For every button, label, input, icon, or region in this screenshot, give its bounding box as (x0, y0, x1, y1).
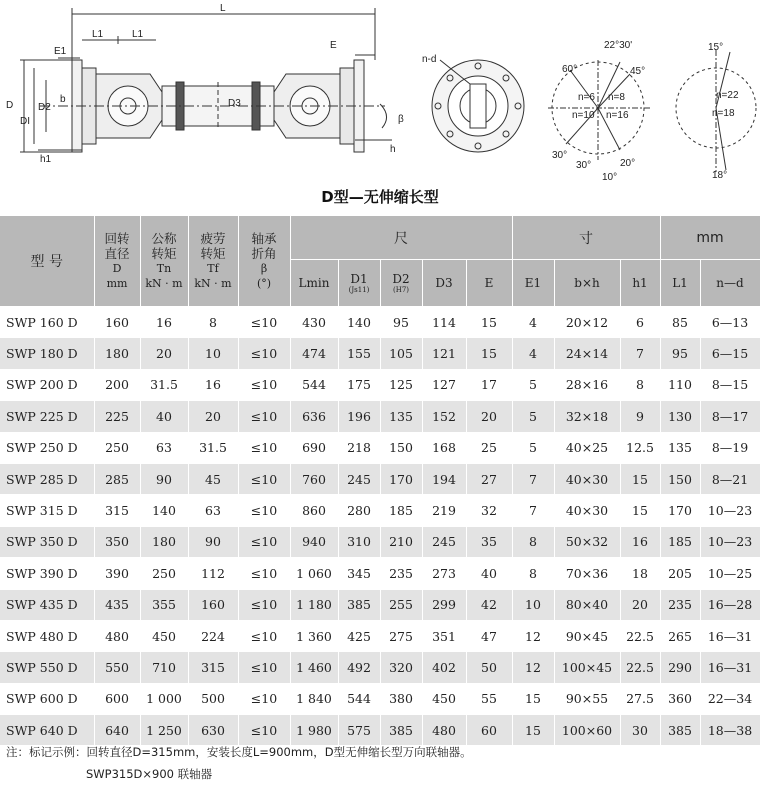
model-cell: SWP 600 D (0, 683, 94, 714)
value-cell: 1 060 (290, 558, 338, 589)
value-cell: 4 (512, 307, 554, 338)
value-cell: 1 000 (140, 683, 188, 714)
value-cell: 18—38 (700, 715, 760, 746)
value-cell: 385 (660, 715, 700, 746)
value-cell: 1 360 (290, 620, 338, 651)
value-cell: 245 (422, 526, 466, 557)
value-cell: 35 (466, 526, 512, 557)
value-cell: 27.5 (620, 683, 660, 714)
header-model: 型 号 (0, 216, 94, 307)
spec-table (0, 216, 760, 746)
label-h: h (390, 144, 396, 155)
value-cell: 1 180 (290, 589, 338, 620)
value-cell: 50 (466, 652, 512, 683)
value-cell: 12 (512, 620, 554, 651)
header-dim-3: D3 (422, 260, 466, 307)
header-dim-6: b×h (554, 260, 620, 307)
value-cell: 27 (466, 463, 512, 494)
value-cell: 20×12 (554, 307, 620, 338)
table-row (0, 715, 760, 746)
value-cell: 402 (422, 652, 466, 683)
value-cell: ≤10 (238, 620, 290, 651)
value-cell: 8 (512, 558, 554, 589)
header-dims-unit: mm (660, 216, 760, 260)
value-cell: 16—31 (700, 620, 760, 651)
model-cell: SWP 350 D (0, 526, 94, 557)
header-swing-diameter: 回转 直径 D mm (94, 216, 140, 307)
table-row (0, 432, 760, 463)
value-cell: ≤10 (238, 715, 290, 746)
value-cell: 127 (422, 369, 466, 400)
value-cell: 47 (466, 620, 512, 651)
label-h1: h1 (40, 154, 52, 165)
label-n10: n=10 (572, 110, 595, 121)
value-cell: 100×60 (554, 715, 620, 746)
value-cell: 32 (466, 495, 512, 526)
value-cell: 299 (422, 589, 466, 620)
note-line-1: 注：标记示例：回转直径D=315mm，安装长度L=900mm，D型无伸缩长型万向联轴器。 (6, 745, 472, 759)
table-row (0, 683, 760, 714)
value-cell: 90×45 (554, 620, 620, 651)
value-cell: 219 (422, 495, 466, 526)
value-cell: ≤10 (238, 558, 290, 589)
value-cell: 30 (620, 715, 660, 746)
value-cell: 690 (290, 432, 338, 463)
note-line-2: SWP315D×900 联轴器 (86, 767, 213, 781)
value-cell: 140 (338, 307, 380, 338)
value-cell: 425 (338, 620, 380, 651)
model-cell: SWP 550 D (0, 652, 94, 683)
value-cell: 16—28 (700, 589, 760, 620)
label-30-b: 30° (576, 160, 592, 171)
model-cell: SWP 250 D (0, 432, 94, 463)
value-cell: 18 (620, 558, 660, 589)
value-cell: 710 (140, 652, 188, 683)
value-cell: 210 (380, 526, 422, 557)
value-cell: 60 (466, 715, 512, 746)
value-cell: 95 (380, 307, 422, 338)
value-cell: 45 (188, 463, 238, 494)
value-cell: 50×32 (554, 526, 620, 557)
value-cell: 500 (188, 683, 238, 714)
value-cell: 160 (94, 307, 140, 338)
value-cell: 90 (140, 463, 188, 494)
value-cell: ≤10 (238, 307, 290, 338)
value-cell: 6 (620, 307, 660, 338)
label-30-a: 30° (552, 150, 568, 161)
label-n-d: n-d (422, 54, 437, 65)
header-dims-cun: 寸 (512, 216, 660, 260)
value-cell: 22.5 (620, 620, 660, 651)
value-cell: 105 (380, 338, 422, 369)
value-cell: 10—23 (700, 495, 760, 526)
value-cell: 8—19 (700, 432, 760, 463)
model-cell: SWP 160 D (0, 307, 94, 338)
value-cell: 15 (620, 495, 660, 526)
label-20: 20° (620, 158, 636, 169)
value-cell: 16 (188, 369, 238, 400)
table-row (0, 338, 760, 369)
value-cell: 640 (94, 715, 140, 746)
value-cell: 575 (338, 715, 380, 746)
value-cell: 180 (94, 338, 140, 369)
value-cell: 170 (660, 495, 700, 526)
value-cell: 85 (660, 307, 700, 338)
value-cell: 235 (660, 589, 700, 620)
value-cell: 600 (94, 683, 140, 714)
value-cell: 492 (338, 652, 380, 683)
label-D: D (6, 100, 14, 111)
value-cell: 15 (620, 463, 660, 494)
value-cell: 24×14 (554, 338, 620, 369)
page-title: D型—无伸缩长型 (321, 188, 439, 206)
value-cell: 265 (660, 620, 700, 651)
value-cell: ≤10 (238, 526, 290, 557)
value-cell: 315 (94, 495, 140, 526)
value-cell: 1 460 (290, 652, 338, 683)
value-cell: 1 250 (140, 715, 188, 746)
value-cell: 8—17 (700, 401, 760, 432)
value-cell: 360 (660, 683, 700, 714)
value-cell: 110 (660, 369, 700, 400)
value-cell: 185 (660, 526, 700, 557)
value-cell: 544 (290, 369, 338, 400)
value-cell: 12.5 (620, 432, 660, 463)
value-cell: 90 (188, 526, 238, 557)
value-cell: 10—23 (700, 526, 760, 557)
value-cell: 125 (380, 369, 422, 400)
value-cell: 196 (338, 401, 380, 432)
coupling-drawing (0, 0, 760, 180)
value-cell: 224 (188, 620, 238, 651)
label-n8: n=8 (608, 92, 625, 103)
value-cell: 1 840 (290, 683, 338, 714)
label-n16: n=16 (606, 110, 629, 121)
value-cell: 152 (422, 401, 466, 432)
model-cell: SWP 435 D (0, 589, 94, 620)
value-cell: 7 (620, 338, 660, 369)
header-dim-5: E1 (512, 260, 554, 307)
header-dims-chi: 尺 (290, 216, 512, 260)
label-E: E (330, 40, 337, 51)
value-cell: 6—13 (700, 307, 760, 338)
label-L: L (220, 3, 226, 14)
label-60: 60° (562, 64, 578, 75)
label-n22: n=22 (716, 90, 739, 101)
value-cell: 10—25 (700, 558, 760, 589)
value-cell: 5 (512, 432, 554, 463)
value-cell: 5 (512, 369, 554, 400)
value-cell: 121 (422, 338, 466, 369)
value-cell: 140 (140, 495, 188, 526)
model-cell: SWP 390 D (0, 558, 94, 589)
value-cell: 10 (512, 589, 554, 620)
header-dim-2: D2 (H7) (380, 260, 422, 307)
value-cell: 7 (512, 463, 554, 494)
value-cell: 70×36 (554, 558, 620, 589)
value-cell: 80×40 (554, 589, 620, 620)
value-cell: ≤10 (238, 369, 290, 400)
value-cell: 155 (338, 338, 380, 369)
value-cell: 40×30 (554, 495, 620, 526)
value-cell: 351 (422, 620, 466, 651)
value-cell: 275 (380, 620, 422, 651)
value-cell: 135 (660, 432, 700, 463)
label-n18: n=18 (712, 108, 735, 119)
value-cell: 100×45 (554, 652, 620, 683)
value-cell: 5 (512, 401, 554, 432)
header-dim-9: n—d (700, 260, 760, 307)
label-beta: β (398, 114, 404, 125)
value-cell: 135 (380, 401, 422, 432)
label-L1-a: L1 (92, 29, 104, 40)
value-cell: 17 (466, 369, 512, 400)
label-18: 18° (712, 170, 728, 180)
value-cell: 40×25 (554, 432, 620, 463)
table-row (0, 463, 760, 494)
model-cell: SWP 225 D (0, 401, 94, 432)
value-cell: 150 (660, 463, 700, 494)
value-cell: 860 (290, 495, 338, 526)
header-fatigue-torque: 疲劳 转矩 Tf kN · m (188, 216, 238, 307)
value-cell: ≤10 (238, 463, 290, 494)
value-cell: 8—21 (700, 463, 760, 494)
value-cell: 16—31 (700, 652, 760, 683)
value-cell: 8—15 (700, 369, 760, 400)
value-cell: ≤10 (238, 652, 290, 683)
value-cell: 15 (512, 683, 554, 714)
value-cell: 250 (140, 558, 188, 589)
value-cell: ≤10 (238, 338, 290, 369)
value-cell: 218 (338, 432, 380, 463)
value-cell: 450 (422, 683, 466, 714)
value-cell: ≤10 (238, 683, 290, 714)
model-cell: SWP 480 D (0, 620, 94, 651)
label-n6: n=6 (578, 92, 595, 103)
value-cell: 12 (512, 652, 554, 683)
value-cell: 940 (290, 526, 338, 557)
value-cell: 194 (422, 463, 466, 494)
header-dim-4: E (466, 260, 512, 307)
value-cell: ≤10 (238, 432, 290, 463)
value-cell: 285 (94, 463, 140, 494)
value-cell: 175 (338, 369, 380, 400)
value-cell: 40 (466, 558, 512, 589)
value-cell: 20 (466, 401, 512, 432)
value-cell: 180 (140, 526, 188, 557)
value-cell: 40×30 (554, 463, 620, 494)
value-cell: 480 (422, 715, 466, 746)
value-cell: 10 (188, 338, 238, 369)
value-cell: 20 (188, 401, 238, 432)
table-row (0, 369, 760, 400)
value-cell: 42 (466, 589, 512, 620)
label-D3: D3 (228, 98, 241, 109)
value-cell: 550 (94, 652, 140, 683)
value-cell: 55 (466, 683, 512, 714)
value-cell: 290 (660, 652, 700, 683)
value-cell: 4 (512, 338, 554, 369)
value-cell: 9 (620, 401, 660, 432)
value-cell: 22—34 (700, 683, 760, 714)
table-row (0, 307, 760, 338)
value-cell: 15 (512, 715, 554, 746)
value-cell: 544 (338, 683, 380, 714)
value-cell: 114 (422, 307, 466, 338)
value-cell: 8 (512, 526, 554, 557)
value-cell: 130 (660, 401, 700, 432)
value-cell: 345 (338, 558, 380, 589)
value-cell: 636 (290, 401, 338, 432)
value-cell: 6—15 (700, 338, 760, 369)
label-45: 45° (630, 66, 646, 77)
value-cell: 28×16 (554, 369, 620, 400)
table-row (0, 620, 760, 651)
value-cell: 8 (620, 369, 660, 400)
value-cell: 310 (338, 526, 380, 557)
header-dim-8: L1 (660, 260, 700, 307)
label-E1: E1 (54, 46, 67, 57)
value-cell: ≤10 (238, 495, 290, 526)
model-cell: SWP 640 D (0, 715, 94, 746)
value-cell: 90×55 (554, 683, 620, 714)
value-cell: 168 (422, 432, 466, 463)
value-cell: 16 (620, 526, 660, 557)
value-cell: 22.5 (620, 652, 660, 683)
value-cell: 150 (380, 432, 422, 463)
value-cell: 95 (660, 338, 700, 369)
value-cell: 63 (140, 432, 188, 463)
value-cell: 8 (188, 307, 238, 338)
value-cell: 185 (380, 495, 422, 526)
value-cell: 320 (380, 652, 422, 683)
value-cell: 430 (290, 307, 338, 338)
value-cell: 160 (188, 589, 238, 620)
model-cell: SWP 180 D (0, 338, 94, 369)
header-bearing-angle: 轴承 折角 β (°) (238, 216, 290, 307)
value-cell: 245 (338, 463, 380, 494)
label-b: b (60, 94, 66, 105)
value-cell: 63 (188, 495, 238, 526)
header-dim-7: h1 (620, 260, 660, 307)
value-cell: 200 (94, 369, 140, 400)
value-cell: 20 (140, 338, 188, 369)
label-L1-b: L1 (132, 29, 144, 40)
value-cell: 205 (660, 558, 700, 589)
value-cell: 20 (620, 589, 660, 620)
label-10: 10° (602, 172, 618, 180)
value-cell: 385 (380, 715, 422, 746)
model-cell: SWP 315 D (0, 495, 94, 526)
header-dim-1: D1 (Js11) (338, 260, 380, 307)
value-cell: 380 (380, 683, 422, 714)
header-nominal-torque: 公称 转矩 Tn kN · m (140, 216, 188, 307)
value-cell: 480 (94, 620, 140, 651)
value-cell: 255 (380, 589, 422, 620)
table-row (0, 495, 760, 526)
value-cell: 280 (338, 495, 380, 526)
header-dim-0: Lmin (290, 260, 338, 307)
value-cell: 250 (94, 432, 140, 463)
value-cell: 390 (94, 558, 140, 589)
label-22-30: 22°30' (604, 40, 633, 51)
value-cell: 7 (512, 495, 554, 526)
model-cell: SWP 200 D (0, 369, 94, 400)
label-15: 15° (708, 42, 724, 53)
value-cell: 235 (380, 558, 422, 589)
value-cell: 273 (422, 558, 466, 589)
value-cell: 350 (94, 526, 140, 557)
model-cell: SWP 285 D (0, 463, 94, 494)
value-cell: 385 (338, 589, 380, 620)
value-cell: 1 980 (290, 715, 338, 746)
value-cell: ≤10 (238, 589, 290, 620)
value-cell: 170 (380, 463, 422, 494)
value-cell: 760 (290, 463, 338, 494)
value-cell: 355 (140, 589, 188, 620)
value-cell: 450 (140, 620, 188, 651)
value-cell: 315 (188, 652, 238, 683)
table-row (0, 526, 760, 557)
table-row (0, 652, 760, 683)
label-D2: D2 (38, 102, 51, 113)
value-cell: 225 (94, 401, 140, 432)
value-cell: 16 (140, 307, 188, 338)
value-cell: 435 (94, 589, 140, 620)
value-cell: 25 (466, 432, 512, 463)
value-cell: 32×18 (554, 401, 620, 432)
value-cell: 31.5 (140, 369, 188, 400)
value-cell: 474 (290, 338, 338, 369)
label-D1: DI (20, 116, 30, 127)
value-cell: 15 (466, 307, 512, 338)
table-row (0, 558, 760, 589)
value-cell: 40 (140, 401, 188, 432)
table-row (0, 401, 760, 432)
value-cell: 15 (466, 338, 512, 369)
value-cell: 630 (188, 715, 238, 746)
value-cell: ≤10 (238, 401, 290, 432)
table-row (0, 589, 760, 620)
value-cell: 112 (188, 558, 238, 589)
value-cell: 31.5 (188, 432, 238, 463)
